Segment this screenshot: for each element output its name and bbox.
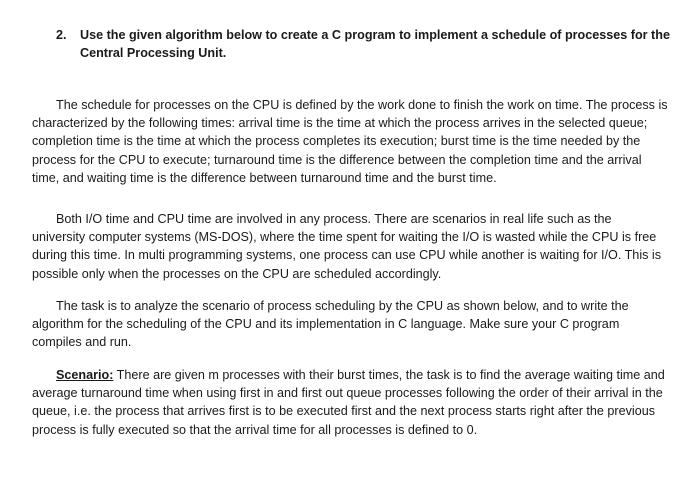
paragraph-schedule-definition <box>32 96 668 187</box>
question-number: 2. <box>56 28 67 42</box>
question-heading <box>56 26 676 62</box>
scenario-text: There are given m processes with their burst times, the task is to find the average waiting time and average turnaround time when using first in and first out queue processes following the order of their arrival in the queue, i.e. the process that arrives first is to be executed first and the next process starts right after the previous process is fully executed so that the arrival time for all processes is defined to 0. <box>32 368 665 437</box>
paragraph-text: Both I/O time and CPU time are involved in any process. There are scenarios in real life such as the university computer systems (MS-DOS), where the time spent for waiting the I/O is wasted while the CPU is free during this time. In multi programming systems, one process can use CPU while another is waiting for I/O. This is possible only when the processes on the CPU are scheduled accordingly. <box>32 212 662 281</box>
question-text: Use the given algorithm below to create a C program to implement a schedule of processes for the Central Processing Unit. <box>80 28 670 60</box>
paragraph-text: The task is to analyze the scenario of process scheduling by the CPU as shown below, and to write the algorithm for the scheduling of the CPU and its implementation in C language. Make sure your C program compiles and run. <box>32 299 629 350</box>
paragraph-text: The schedule for processes on the CPU is defined by the work done to finish the work on time. The process is characterized by the following times: arrival time is the time at which the process arrives in the selected queue; completion time is the time at which the process completes its execution; burst time is the time needed by the process for the CPU to execute; turnaround time is the difference between the completion time and the arrival time, and waiting time is the difference between turnaround time and the burst time. <box>32 98 668 185</box>
paragraph-task <box>32 297 668 352</box>
paragraph-scenario <box>32 366 668 439</box>
scenario-label: Scenario: <box>56 368 114 382</box>
paragraph-io-cpu-time <box>32 210 668 283</box>
